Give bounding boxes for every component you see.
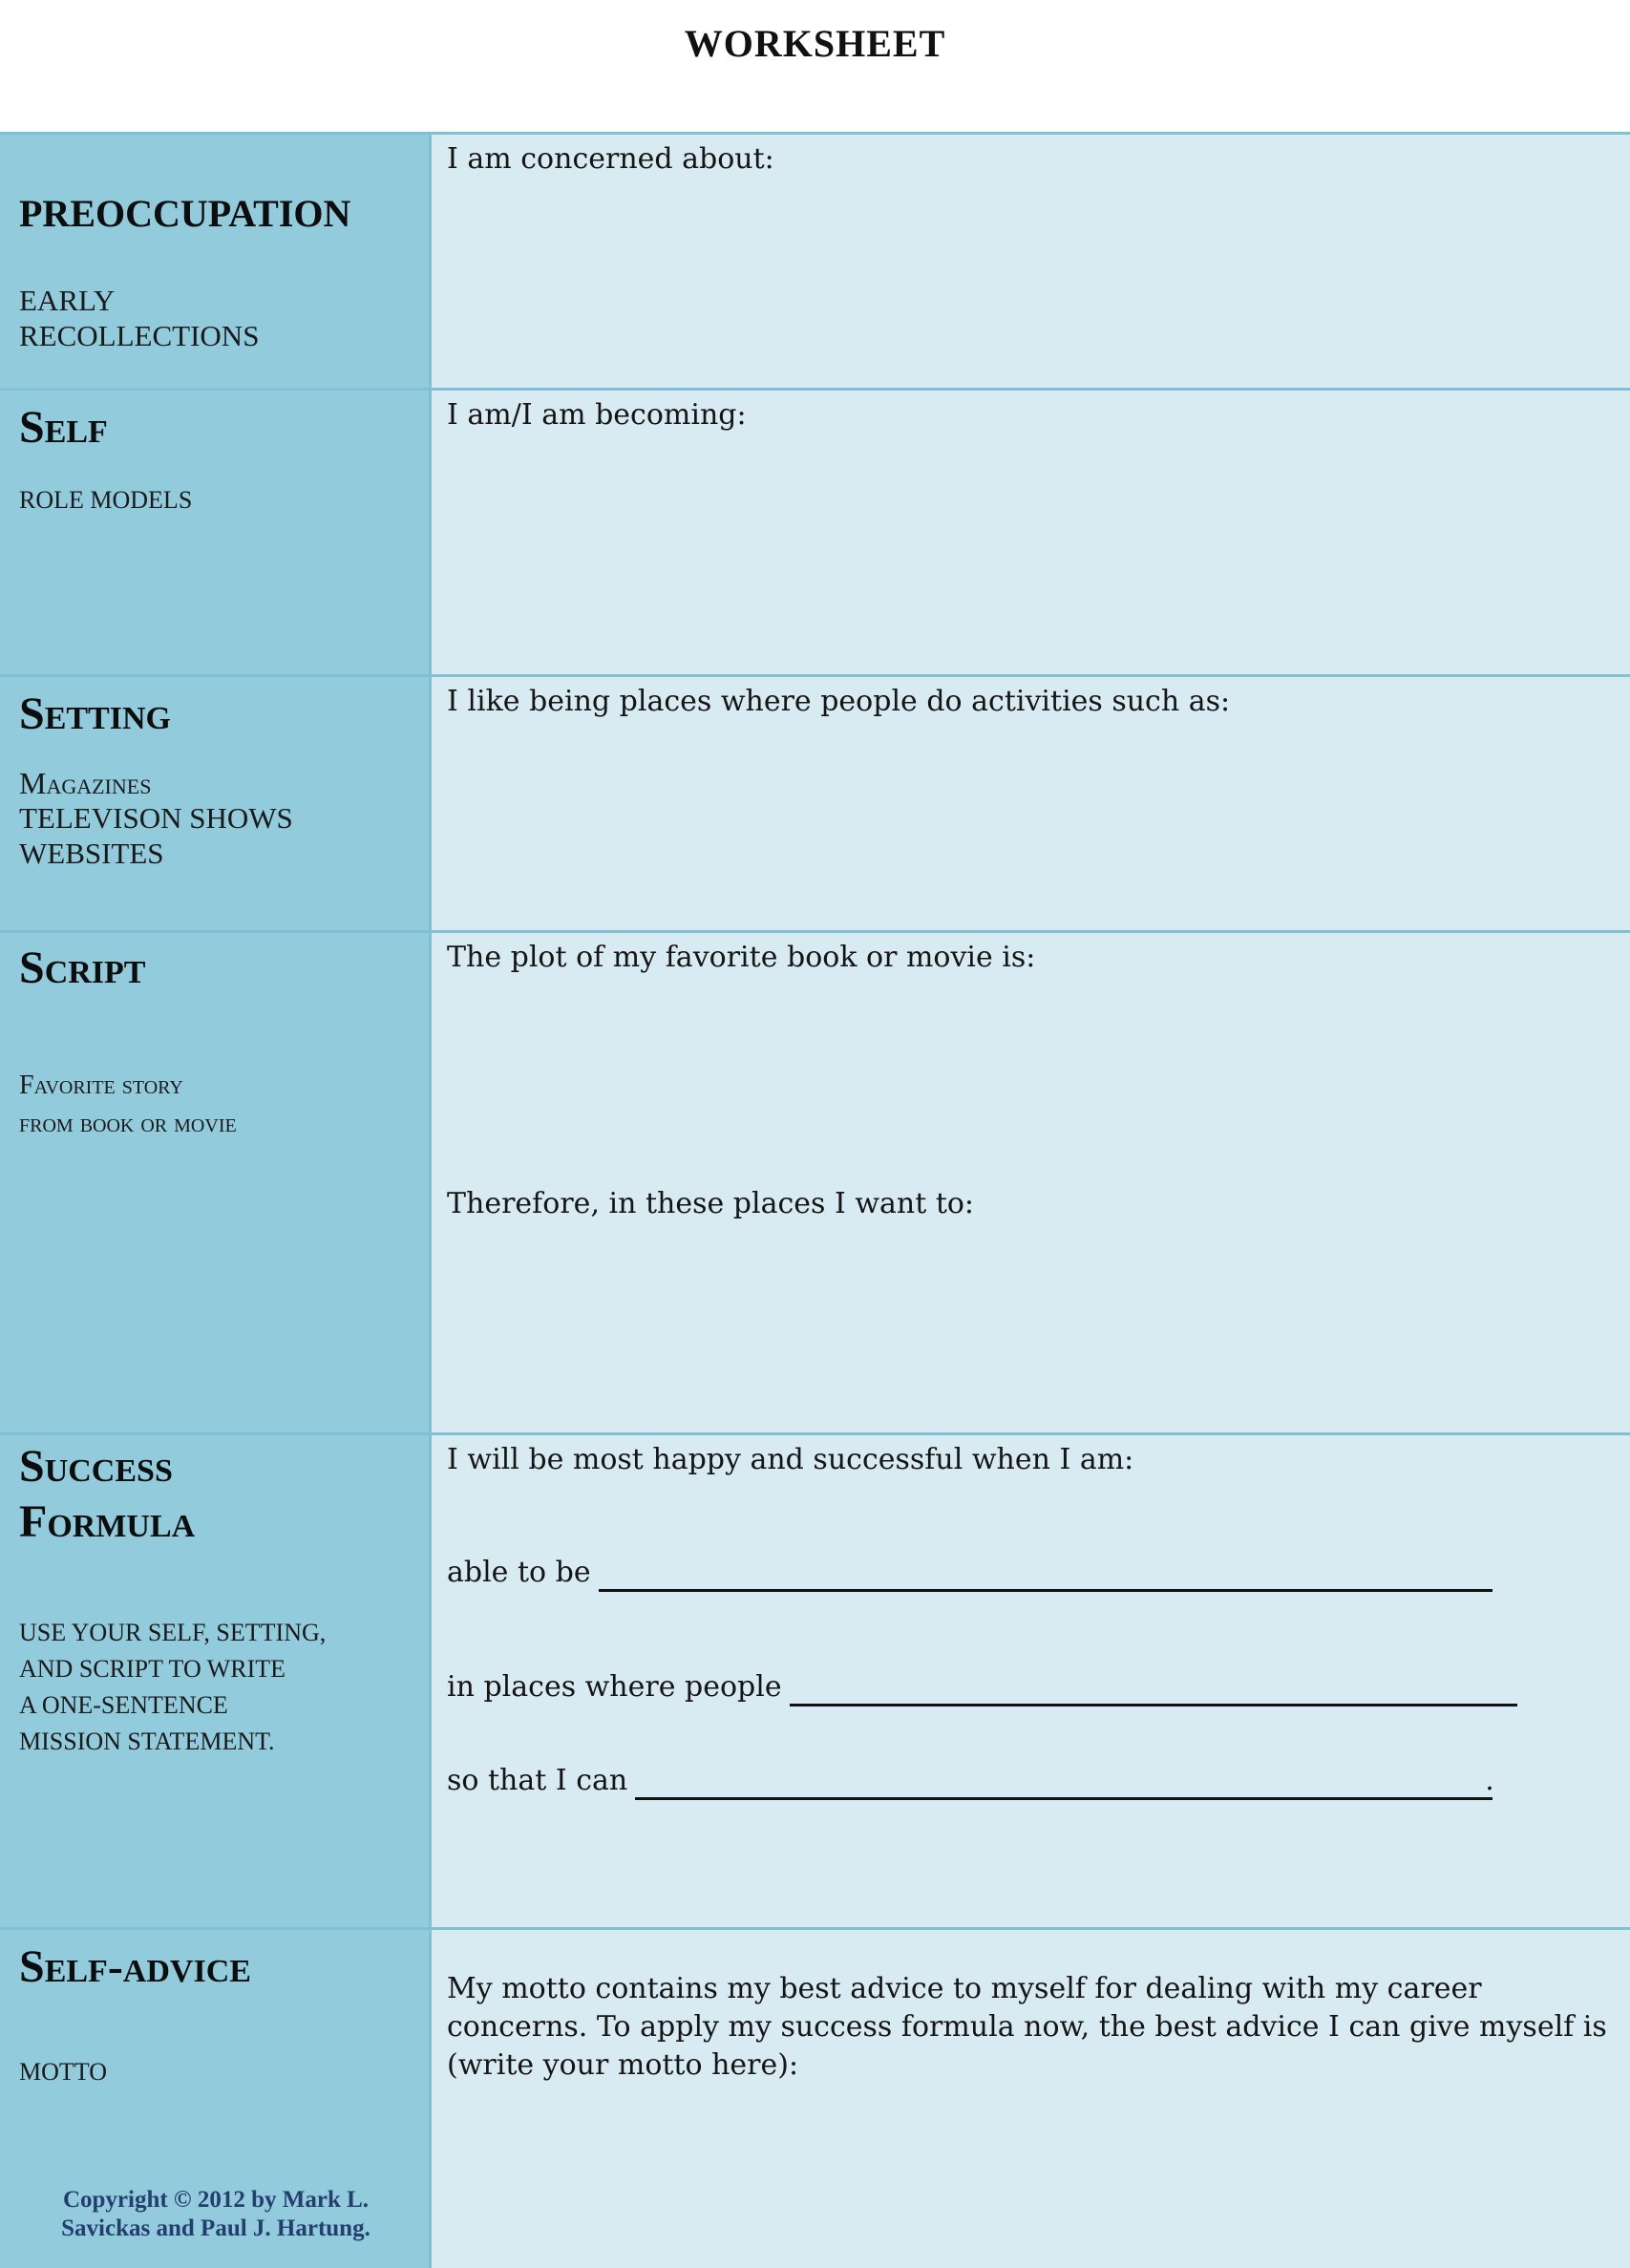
blank-label: so that I can bbox=[447, 1764, 628, 1797]
prompt-text: Therefore, in these places I want to: bbox=[447, 1187, 975, 1220]
row-script bbox=[0, 933, 1630, 1435]
row-setting bbox=[0, 677, 1630, 933]
so-that-i-can-line[interactable] bbox=[447, 1762, 1494, 1800]
section-heading: Self bbox=[19, 402, 108, 453]
label-cell bbox=[0, 135, 432, 388]
able-to-be-line[interactable] bbox=[447, 1554, 1492, 1592]
prompt-text: I am concerned about: bbox=[447, 142, 774, 176]
label-cell bbox=[0, 933, 432, 1432]
worksheet-table bbox=[0, 132, 1630, 2265]
section-heading: PREOCCUPATION bbox=[19, 192, 351, 235]
prompt-text: The plot of my favorite book or movie is: bbox=[447, 941, 1036, 974]
section-subheading: Magazines bbox=[19, 766, 152, 800]
prompt-text: I will be most happy and successful when I am: bbox=[447, 1443, 1134, 1476]
response-area[interactable] bbox=[432, 677, 1630, 930]
response-area[interactable] bbox=[432, 391, 1630, 674]
row-self-advice bbox=[0, 1930, 1630, 2268]
blank-label: able to be bbox=[447, 1556, 591, 1589]
copyright-notice: Copyright © 2012 by Mark L. Savickas and Paul J. Hartung. bbox=[61, 2187, 370, 2241]
section-heading: Script bbox=[19, 943, 146, 993]
prompt-text: My motto contains my best advice to myself for dealing with my career concerns. To apply my success formula now, the best advice I can give myself is (write your motto here): bbox=[447, 1972, 1607, 2082]
section-heading: Success Formula bbox=[19, 1441, 196, 1547]
row-self bbox=[0, 391, 1630, 677]
response-area bbox=[432, 1435, 1630, 1927]
label-cell bbox=[0, 677, 432, 930]
prompt-text: I am/I am becoming: bbox=[447, 398, 747, 432]
response-area[interactable] bbox=[432, 933, 1630, 1432]
fill-in-blank[interactable] bbox=[790, 1677, 1517, 1706]
response-area[interactable] bbox=[432, 135, 1630, 388]
section-subheading: TELEVISON SHOWS WEBSITES bbox=[19, 801, 293, 870]
fill-in-blank[interactable] bbox=[599, 1562, 1492, 1592]
section-subheading: ROLE MODELS bbox=[19, 486, 193, 514]
page-title: WORKSHEET bbox=[684, 22, 946, 65]
label-cell bbox=[0, 1930, 432, 2268]
section-subheading: USE YOUR SELF, SETTING, AND SCRIPT TO WRITE A ONE-SENTENCE MISSION STATEMENT. bbox=[19, 1619, 327, 1755]
row-preoccupation bbox=[0, 135, 1630, 391]
prompt-text: I like being places where people do activities such as: bbox=[447, 685, 1231, 718]
label-cell bbox=[0, 391, 432, 674]
section-heading: Self-advice bbox=[19, 1941, 251, 1992]
blank-label: in places where people bbox=[447, 1670, 782, 1704]
label-cell bbox=[0, 1435, 432, 1927]
section-heading: Setting bbox=[19, 689, 171, 739]
section-subheading: MOTTO bbox=[19, 2058, 107, 2086]
section-subheading: EARLY RECOLLECTIONS bbox=[19, 284, 260, 352]
row-success-formula bbox=[0, 1435, 1630, 1930]
section-subheading: Favorite story from book or movie bbox=[19, 1070, 237, 1138]
fill-in-blank[interactable] bbox=[635, 1770, 1492, 1800]
sentence-period: . bbox=[1485, 1764, 1494, 1797]
response-area[interactable] bbox=[432, 1930, 1630, 2268]
places-where-people-line[interactable] bbox=[447, 1668, 1517, 1706]
